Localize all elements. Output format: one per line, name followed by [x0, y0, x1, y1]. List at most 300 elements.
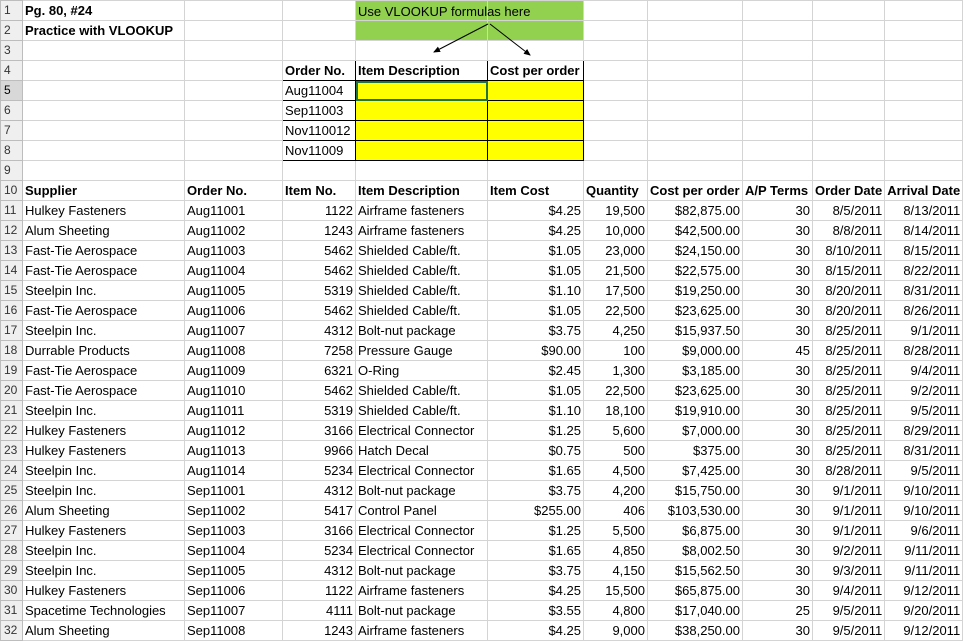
cell-ap-terms[interactable]: 30	[743, 521, 813, 541]
cell-quantity[interactable]: 5,500	[584, 521, 648, 541]
cell-item-no[interactable]: 3166	[283, 421, 356, 441]
cell[interactable]	[885, 161, 963, 181]
table-header-arrival-date[interactable]: Arrival Date	[885, 181, 963, 201]
cell[interactable]	[648, 141, 743, 161]
row-header[interactable]: 5	[1, 81, 23, 101]
cell-order-no[interactable]: Aug11009	[185, 361, 283, 381]
row-header[interactable]: 4	[1, 61, 23, 81]
table-header-quantity[interactable]: Quantity	[584, 181, 648, 201]
cell-item-cost[interactable]: $1.10	[488, 401, 584, 421]
cell-item-cost[interactable]: $4.25	[488, 581, 584, 601]
cell[interactable]	[185, 101, 283, 121]
cell-item-no[interactable]: 5462	[283, 301, 356, 321]
cell[interactable]	[885, 21, 963, 41]
cell[interactable]	[743, 161, 813, 181]
cell-cost-per-order[interactable]: $15,562.50	[648, 561, 743, 581]
cell-item-description[interactable]: Bolt-nut package	[356, 321, 488, 341]
cell-order-date[interactable]: 8/28/2011	[813, 461, 885, 481]
cell-supplier[interactable]: Fast-Tie Aerospace	[23, 361, 185, 381]
lookup-cost-per-order-input[interactable]	[488, 141, 584, 161]
table-header-order-no[interactable]: Order No.	[185, 181, 283, 201]
cell-order-date[interactable]: 9/5/2011	[813, 621, 885, 641]
instruction-cell[interactable]	[488, 21, 584, 41]
cell-item-cost[interactable]: $1.05	[488, 241, 584, 261]
cell-order-date[interactable]: 8/20/2011	[813, 301, 885, 321]
cell-quantity[interactable]: 15,500	[584, 581, 648, 601]
cell-item-cost[interactable]: $4.25	[488, 221, 584, 241]
cell-item-no[interactable]: 1243	[283, 221, 356, 241]
cell[interactable]	[813, 1, 885, 21]
row-header[interactable]: 12	[1, 221, 23, 241]
cell-supplier[interactable]: Hulkey Fasteners	[23, 421, 185, 441]
cell-item-no[interactable]: 4312	[283, 561, 356, 581]
cell-quantity[interactable]: 21,500	[584, 261, 648, 281]
row-header[interactable]: 29	[1, 561, 23, 581]
cell-item-no[interactable]: 5234	[283, 541, 356, 561]
cell-order-date[interactable]: 8/25/2011	[813, 381, 885, 401]
cell-arrival-date[interactable]: 9/4/2011	[885, 361, 963, 381]
cell-order-no[interactable]: Aug11004	[185, 261, 283, 281]
cell[interactable]	[648, 161, 743, 181]
cell-quantity[interactable]: 10,000	[584, 221, 648, 241]
cell-order-no[interactable]: Sep11004	[185, 541, 283, 561]
cell-arrival-date[interactable]: 9/1/2011	[885, 321, 963, 341]
cell-item-description[interactable]: Electrical Connector	[356, 421, 488, 441]
cell-item-cost[interactable]: $3.75	[488, 321, 584, 341]
row-header[interactable]: 25	[1, 481, 23, 501]
cell-item-description[interactable]: Shielded Cable/ft.	[356, 381, 488, 401]
cell-item-cost[interactable]: $4.25	[488, 201, 584, 221]
table-header-cost-per-order[interactable]: Cost per order	[648, 181, 743, 201]
cell-cost-per-order[interactable]: $7,425.00	[648, 461, 743, 481]
cell-cost-per-order[interactable]: $6,875.00	[648, 521, 743, 541]
cell-arrival-date[interactable]: 9/5/2011	[885, 461, 963, 481]
cell-order-date[interactable]: 9/1/2011	[813, 521, 885, 541]
cell-item-description[interactable]: Airframe fasteners	[356, 621, 488, 641]
cell-order-date[interactable]: 9/4/2011	[813, 581, 885, 601]
lookup-item-description-input[interactable]	[356, 141, 488, 161]
cell[interactable]	[23, 61, 185, 81]
cell-arrival-date[interactable]: 8/26/2011	[885, 301, 963, 321]
cell-quantity[interactable]: 22,500	[584, 301, 648, 321]
cell-cost-per-order[interactable]: $15,937.50	[648, 321, 743, 341]
cell-supplier[interactable]: Fast-Tie Aerospace	[23, 261, 185, 281]
cell[interactable]	[584, 121, 648, 141]
cell-cost-per-order[interactable]: $19,250.00	[648, 281, 743, 301]
cell-quantity[interactable]: 100	[584, 341, 648, 361]
row-header[interactable]: 16	[1, 301, 23, 321]
cell-order-date[interactable]: 8/8/2011	[813, 221, 885, 241]
cell-order-no[interactable]: Aug11011	[185, 401, 283, 421]
cell-ap-terms[interactable]: 30	[743, 321, 813, 341]
cell-item-cost[interactable]: $3.75	[488, 481, 584, 501]
cell-item-no[interactable]: 1122	[283, 581, 356, 601]
cell-item-description[interactable]: Airframe fasteners	[356, 221, 488, 241]
cell-order-date[interactable]: 8/10/2011	[813, 241, 885, 261]
cell-quantity[interactable]: 9,000	[584, 621, 648, 641]
cell-order-date[interactable]: 9/1/2011	[813, 481, 885, 501]
cell-item-cost[interactable]: $1.10	[488, 281, 584, 301]
cell-ap-terms[interactable]: 30	[743, 201, 813, 221]
cell-ap-terms[interactable]: 30	[743, 361, 813, 381]
cell-item-description[interactable]: Hatch Decal	[356, 441, 488, 461]
table-header-item-cost[interactable]: Item Cost	[488, 181, 584, 201]
cell-arrival-date[interactable]: 8/15/2011	[885, 241, 963, 261]
cell[interactable]	[23, 41, 185, 61]
cell-item-description[interactable]: Shielded Cable/ft.	[356, 301, 488, 321]
lookup-cost-per-order-input[interactable]	[488, 121, 584, 141]
cell[interactable]	[648, 21, 743, 41]
cell-item-description[interactable]: Bolt-nut package	[356, 561, 488, 581]
lookup-header-cost-per-order[interactable]: Cost per order	[488, 61, 584, 81]
cell-item-no[interactable]: 4312	[283, 321, 356, 341]
cell[interactable]	[283, 161, 356, 181]
lookup-order-no[interactable]: Sep11003	[283, 101, 356, 121]
cell-item-no[interactable]: 5319	[283, 281, 356, 301]
lookup-order-no[interactable]: Aug11004	[283, 81, 356, 101]
cell-item-no[interactable]: 6321	[283, 361, 356, 381]
lookup-header-order-no[interactable]: Order No.	[283, 61, 356, 81]
cell[interactable]	[743, 41, 813, 61]
cell[interactable]	[743, 1, 813, 21]
cell[interactable]	[356, 41, 488, 61]
cell[interactable]	[584, 21, 648, 41]
cell-cost-per-order[interactable]: $65,875.00	[648, 581, 743, 601]
cell-item-no[interactable]: 5319	[283, 401, 356, 421]
cell[interactable]	[885, 141, 963, 161]
cell-quantity[interactable]: 18,100	[584, 401, 648, 421]
cell[interactable]	[23, 141, 185, 161]
cell[interactable]	[813, 141, 885, 161]
cell[interactable]	[283, 1, 356, 21]
cell[interactable]	[584, 161, 648, 181]
cell-ap-terms[interactable]: 30	[743, 421, 813, 441]
cell-quantity[interactable]: 4,500	[584, 461, 648, 481]
cell-item-description[interactable]: O-Ring	[356, 361, 488, 381]
cell-ap-terms[interactable]: 30	[743, 401, 813, 421]
cell-item-cost[interactable]: $1.65	[488, 541, 584, 561]
cell-item-cost[interactable]: $4.25	[488, 621, 584, 641]
cell[interactable]	[23, 161, 185, 181]
row-header[interactable]: 20	[1, 381, 23, 401]
cell-arrival-date[interactable]: 8/29/2011	[885, 421, 963, 441]
cell-ap-terms[interactable]: 25	[743, 601, 813, 621]
cell-cost-per-order[interactable]: $82,875.00	[648, 201, 743, 221]
cell-item-no[interactable]: 5417	[283, 501, 356, 521]
cell-ap-terms[interactable]: 30	[743, 301, 813, 321]
cell-ap-terms[interactable]: 30	[743, 461, 813, 481]
lookup-header-item-description[interactable]: Item Description	[356, 61, 488, 81]
cell-cost-per-order[interactable]: $15,750.00	[648, 481, 743, 501]
cell-ap-terms[interactable]: 30	[743, 261, 813, 281]
cell-order-no[interactable]: Aug11008	[185, 341, 283, 361]
cell-item-cost[interactable]: $1.25	[488, 421, 584, 441]
cell-item-no[interactable]: 5462	[283, 381, 356, 401]
row-header[interactable]: 8	[1, 141, 23, 161]
cell-item-cost[interactable]: $1.05	[488, 301, 584, 321]
cell[interactable]	[488, 161, 584, 181]
row-header[interactable]: 26	[1, 501, 23, 521]
cell-ap-terms[interactable]: 30	[743, 481, 813, 501]
cell-order-no[interactable]: Aug11012	[185, 421, 283, 441]
cell-arrival-date[interactable]: 9/12/2011	[885, 581, 963, 601]
row-header[interactable]: 2	[1, 21, 23, 41]
cell-item-cost[interactable]: $1.25	[488, 521, 584, 541]
cell[interactable]	[648, 121, 743, 141]
cell-ap-terms[interactable]: 30	[743, 221, 813, 241]
cell-arrival-date[interactable]: 9/11/2011	[885, 541, 963, 561]
row-header[interactable]: 7	[1, 121, 23, 141]
cell-supplier[interactable]: Fast-Tie Aerospace	[23, 381, 185, 401]
cell-supplier[interactable]: Steelpin Inc.	[23, 401, 185, 421]
row-header[interactable]: 27	[1, 521, 23, 541]
cell-quantity[interactable]: 4,850	[584, 541, 648, 561]
cell-ap-terms[interactable]: 30	[743, 501, 813, 521]
cell-quantity[interactable]: 4,200	[584, 481, 648, 501]
cell-arrival-date[interactable]: 9/20/2011	[885, 601, 963, 621]
cell[interactable]	[584, 41, 648, 61]
cell-quantity[interactable]: 500	[584, 441, 648, 461]
cell-quantity[interactable]: 406	[584, 501, 648, 521]
cell-cost-per-order[interactable]: $17,040.00	[648, 601, 743, 621]
cell-order-no[interactable]: Aug11001	[185, 201, 283, 221]
cell-item-description[interactable]: Shielded Cable/ft.	[356, 241, 488, 261]
cell-cost-per-order[interactable]: $42,500.00	[648, 221, 743, 241]
cell[interactable]	[648, 81, 743, 101]
cell-item-no[interactable]: 5462	[283, 261, 356, 281]
cell-item-cost[interactable]: $1.05	[488, 261, 584, 281]
cell-item-no[interactable]: 3166	[283, 521, 356, 541]
cell-cost-per-order[interactable]: $19,910.00	[648, 401, 743, 421]
cell-ap-terms[interactable]: 30	[743, 441, 813, 461]
cell-ap-terms[interactable]: 45	[743, 341, 813, 361]
cell-item-cost[interactable]: $1.65	[488, 461, 584, 481]
lookup-item-description-input[interactable]	[356, 101, 488, 121]
cell-item-no[interactable]: 1122	[283, 201, 356, 221]
cell-cost-per-order[interactable]: $38,250.00	[648, 621, 743, 641]
row-header[interactable]: 14	[1, 261, 23, 281]
cell-order-date[interactable]: 8/25/2011	[813, 341, 885, 361]
cell[interactable]	[488, 41, 584, 61]
row-header[interactable]: 17	[1, 321, 23, 341]
instruction-cell[interactable]	[356, 21, 488, 41]
cell-item-cost[interactable]: $2.45	[488, 361, 584, 381]
cell-item-cost[interactable]: $1.05	[488, 381, 584, 401]
table-header-item-description[interactable]: Item Description	[356, 181, 488, 201]
row-header[interactable]: 3	[1, 41, 23, 61]
cell-item-cost[interactable]: $255.00	[488, 501, 584, 521]
cell-quantity[interactable]: 1,300	[584, 361, 648, 381]
cell-quantity[interactable]: 22,500	[584, 381, 648, 401]
cell-item-description[interactable]: Pressure Gauge	[356, 341, 488, 361]
cell[interactable]	[648, 101, 743, 121]
cell[interactable]	[648, 41, 743, 61]
cell-item-description[interactable]: Bolt-nut package	[356, 481, 488, 501]
lookup-order-no[interactable]: Nov110012	[283, 121, 356, 141]
cell[interactable]	[185, 161, 283, 181]
cell-cost-per-order[interactable]: $103,530.00	[648, 501, 743, 521]
cell-cost-per-order[interactable]: $23,625.00	[648, 301, 743, 321]
cell[interactable]	[813, 61, 885, 81]
cell-item-description[interactable]: Shielded Cable/ft.	[356, 261, 488, 281]
cell-order-date[interactable]: 9/3/2011	[813, 561, 885, 581]
cell-quantity[interactable]: 4,800	[584, 601, 648, 621]
cell[interactable]	[23, 101, 185, 121]
cell-item-description[interactable]: Shielded Cable/ft.	[356, 401, 488, 421]
cell-order-date[interactable]: 8/25/2011	[813, 441, 885, 461]
cell[interactable]	[648, 1, 743, 21]
cell-item-description[interactable]: Airframe fasteners	[356, 201, 488, 221]
cell-cost-per-order[interactable]: $8,002.50	[648, 541, 743, 561]
cell-item-cost[interactable]: $3.55	[488, 601, 584, 621]
cell[interactable]	[185, 21, 283, 41]
cell[interactable]	[185, 61, 283, 81]
cell[interactable]	[885, 101, 963, 121]
cell-supplier[interactable]: Durrable Products	[23, 341, 185, 361]
lookup-item-description-input[interactable]	[356, 81, 488, 101]
cell-order-no[interactable]: Aug11005	[185, 281, 283, 301]
cell-supplier[interactable]: Fast-Tie Aerospace	[23, 241, 185, 261]
cell-order-no[interactable]: Sep11007	[185, 601, 283, 621]
cell[interactable]	[283, 21, 356, 41]
lookup-item-description-input[interactable]	[356, 121, 488, 141]
cell-arrival-date[interactable]: 9/6/2011	[885, 521, 963, 541]
cell[interactable]	[185, 81, 283, 101]
cell-arrival-date[interactable]: 8/22/2011	[885, 261, 963, 281]
row-header[interactable]: 1	[1, 1, 23, 21]
cell-order-date[interactable]: 8/25/2011	[813, 401, 885, 421]
sheet-title[interactable]: Pg. 80, #24	[23, 1, 185, 21]
cell-order-date[interactable]: 8/15/2011	[813, 261, 885, 281]
cell-ap-terms[interactable]: 30	[743, 241, 813, 261]
cell-arrival-date[interactable]: 8/14/2011	[885, 221, 963, 241]
cell-arrival-date[interactable]: 8/28/2011	[885, 341, 963, 361]
cell-arrival-date[interactable]: 8/13/2011	[885, 201, 963, 221]
cell-quantity[interactable]: 23,000	[584, 241, 648, 261]
cell-supplier[interactable]: Alum Sheeting	[23, 221, 185, 241]
cell-ap-terms[interactable]: 30	[743, 541, 813, 561]
row-header[interactable]: 30	[1, 581, 23, 601]
cell-order-no[interactable]: Aug11003	[185, 241, 283, 261]
cell-order-no[interactable]: Sep11002	[185, 501, 283, 521]
cell-item-no[interactable]: 4111	[283, 601, 356, 621]
cell[interactable]	[813, 41, 885, 61]
cell-order-no[interactable]: Sep11006	[185, 581, 283, 601]
cell-cost-per-order[interactable]: $3,185.00	[648, 361, 743, 381]
cell-arrival-date[interactable]: 9/12/2011	[885, 621, 963, 641]
cell-item-no[interactable]: 5234	[283, 461, 356, 481]
row-header[interactable]: 23	[1, 441, 23, 461]
cell[interactable]	[648, 61, 743, 81]
cell-item-no[interactable]: 1243	[283, 621, 356, 641]
row-header[interactable]: 9	[1, 161, 23, 181]
cell-item-cost[interactable]: $90.00	[488, 341, 584, 361]
cell-item-description[interactable]: Electrical Connector	[356, 461, 488, 481]
row-header[interactable]: 24	[1, 461, 23, 481]
cell[interactable]	[185, 1, 283, 21]
cell[interactable]	[584, 1, 648, 21]
row-header[interactable]: 31	[1, 601, 23, 621]
cell-supplier[interactable]: Hulkey Fasteners	[23, 581, 185, 601]
cell[interactable]	[743, 21, 813, 41]
cell-quantity[interactable]: 19,500	[584, 201, 648, 221]
cell[interactable]	[584, 101, 648, 121]
cell[interactable]	[743, 121, 813, 141]
cell-order-no[interactable]: Aug11014	[185, 461, 283, 481]
row-header[interactable]: 18	[1, 341, 23, 361]
cell-quantity[interactable]: 17,500	[584, 281, 648, 301]
cell-order-date[interactable]: 8/25/2011	[813, 321, 885, 341]
cell-order-no[interactable]: Aug11007	[185, 321, 283, 341]
cell[interactable]	[283, 41, 356, 61]
cell-item-description[interactable]: Airframe fasteners	[356, 581, 488, 601]
cell-supplier[interactable]: Steelpin Inc.	[23, 481, 185, 501]
cell[interactable]	[584, 141, 648, 161]
cell-item-no[interactable]: 7258	[283, 341, 356, 361]
cell-supplier[interactable]: Steelpin Inc.	[23, 281, 185, 301]
cell[interactable]	[743, 81, 813, 101]
cell-item-description[interactable]: Electrical Connector	[356, 521, 488, 541]
row-header[interactable]: 13	[1, 241, 23, 261]
cell-arrival-date[interactable]: 8/31/2011	[885, 281, 963, 301]
cell-arrival-date[interactable]: 9/10/2011	[885, 481, 963, 501]
cell[interactable]	[23, 121, 185, 141]
cell-supplier[interactable]: Steelpin Inc.	[23, 461, 185, 481]
cell[interactable]	[743, 101, 813, 121]
sheet-subtitle[interactable]: Practice with VLOOKUP	[23, 21, 185, 41]
cell-supplier[interactable]: Steelpin Inc.	[23, 541, 185, 561]
lookup-cost-per-order-input[interactable]	[488, 101, 584, 121]
row-header[interactable]: 28	[1, 541, 23, 561]
cell[interactable]	[885, 121, 963, 141]
row-header[interactable]: 11	[1, 201, 23, 221]
cell[interactable]	[813, 161, 885, 181]
cell-quantity[interactable]: 5,600	[584, 421, 648, 441]
cell-order-no[interactable]: Aug11010	[185, 381, 283, 401]
cell[interactable]	[885, 61, 963, 81]
cell-item-no[interactable]: 9966	[283, 441, 356, 461]
lookup-cost-per-order-input[interactable]	[488, 81, 584, 101]
cell-order-date[interactable]: 8/5/2011	[813, 201, 885, 221]
cell-quantity[interactable]: 4,250	[584, 321, 648, 341]
cell-order-no[interactable]: Sep11005	[185, 561, 283, 581]
row-header[interactable]: 15	[1, 281, 23, 301]
cell-order-no[interactable]: Sep11003	[185, 521, 283, 541]
cell-order-no[interactable]: Sep11008	[185, 621, 283, 641]
cell[interactable]	[185, 121, 283, 141]
cell-item-description[interactable]: Control Panel	[356, 501, 488, 521]
cell[interactable]	[23, 81, 185, 101]
cell[interactable]	[185, 141, 283, 161]
row-header[interactable]: 21	[1, 401, 23, 421]
cell-order-no[interactable]: Aug11006	[185, 301, 283, 321]
cell-supplier[interactable]: Alum Sheeting	[23, 501, 185, 521]
cell-ap-terms[interactable]: 30	[743, 581, 813, 601]
cell-cost-per-order[interactable]: $22,575.00	[648, 261, 743, 281]
cell[interactable]	[885, 1, 963, 21]
cell-order-date[interactable]: 9/5/2011	[813, 601, 885, 621]
cell[interactable]	[584, 61, 648, 81]
cell-cost-per-order[interactable]: $9,000.00	[648, 341, 743, 361]
table-header-item-no[interactable]: Item No.	[283, 181, 356, 201]
cell-item-cost[interactable]: $3.75	[488, 561, 584, 581]
cell[interactable]	[813, 101, 885, 121]
cell-arrival-date[interactable]: 9/11/2011	[885, 561, 963, 581]
cell-arrival-date[interactable]: 9/5/2011	[885, 401, 963, 421]
table-header-supplier[interactable]: Supplier	[23, 181, 185, 201]
cell[interactable]	[885, 41, 963, 61]
table-header-ap-terms[interactable]: A/P Terms	[743, 181, 813, 201]
